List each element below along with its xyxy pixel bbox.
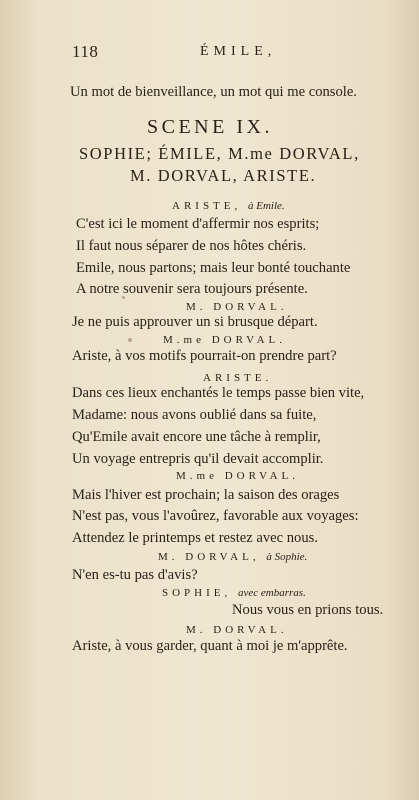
speaker-label: M.me DORVAL. [163, 334, 287, 346]
stage-direction: à Emile. [248, 200, 285, 212]
speaker-label: M. DORVAL. [186, 301, 288, 313]
speaker-label [162, 587, 306, 599]
scene-title: SCENE IX. [147, 116, 273, 138]
verse-line: N'est pas, vous l'avoûrez, favorable aux voyages: [72, 508, 359, 524]
page-number: 118 [72, 42, 99, 61]
speaker-name: ARISTE, [172, 200, 242, 212]
speaker-label: M. DORVAL. [186, 624, 288, 636]
verse-line: Dans ces lieux enchantés le temps passe bien vite, [72, 385, 365, 401]
verse-line: Un voyage entrepris qu'il devait accomplir. [72, 451, 324, 467]
verse-line: Ariste, à vos motifs pourrait-on prendre part? [72, 348, 337, 364]
verse-line: Un mot de bienveillance, un mot qui me console. [70, 84, 357, 100]
cast-line: SOPHIE; ÉMILE, M.me DORVAL, [79, 144, 360, 163]
speaker-label: ARISTE. [203, 372, 273, 384]
speaker-name: M. DORVAL, [158, 551, 260, 563]
speaker-name: SOPHIE, [162, 587, 232, 599]
verse-line: Il faut nous séparer de nos hôtes chéris. [76, 238, 307, 254]
stage-direction: à Sophie. [266, 551, 308, 563]
running-title: ÉMILE, [200, 44, 277, 59]
verse-line: Madame: nous avons oublié dans sa fuite, [72, 407, 317, 423]
verse-line: C'est ici le moment d'affermir nos esprits; [76, 216, 320, 232]
stage-direction: avec embarras. [238, 587, 306, 599]
verse-line: Nous vous en prions tous. [232, 602, 384, 618]
verse-line: Ariste, à vous garder, quant à moi je m'apprête. [72, 638, 348, 654]
foxing-spot [128, 338, 132, 342]
verse-line: A notre souvenir sera toujours présente. [76, 281, 308, 297]
verse-line: Emile, nous partons; mais leur bonté touchante [76, 260, 351, 276]
speaker-label: M.me DORVAL. [176, 470, 300, 482]
cast-line: M. DORVAL, ARISTE. [130, 166, 317, 185]
verse-line: Je ne puis approuver un si brusque départ. [72, 314, 318, 330]
foxing-spot [122, 296, 125, 299]
verse-line: Qu'Emile avait encore une tâche à remplir, [72, 429, 321, 445]
verse-line: Attendez le printemps et restez avec nous. [72, 530, 318, 546]
verse-line: Mais l'hiver est prochain; la saison des orages [72, 487, 340, 503]
verse-line: N'en es-tu pas d'avis? [72, 567, 198, 583]
speaker-label [172, 200, 285, 212]
speaker-label [158, 551, 307, 563]
